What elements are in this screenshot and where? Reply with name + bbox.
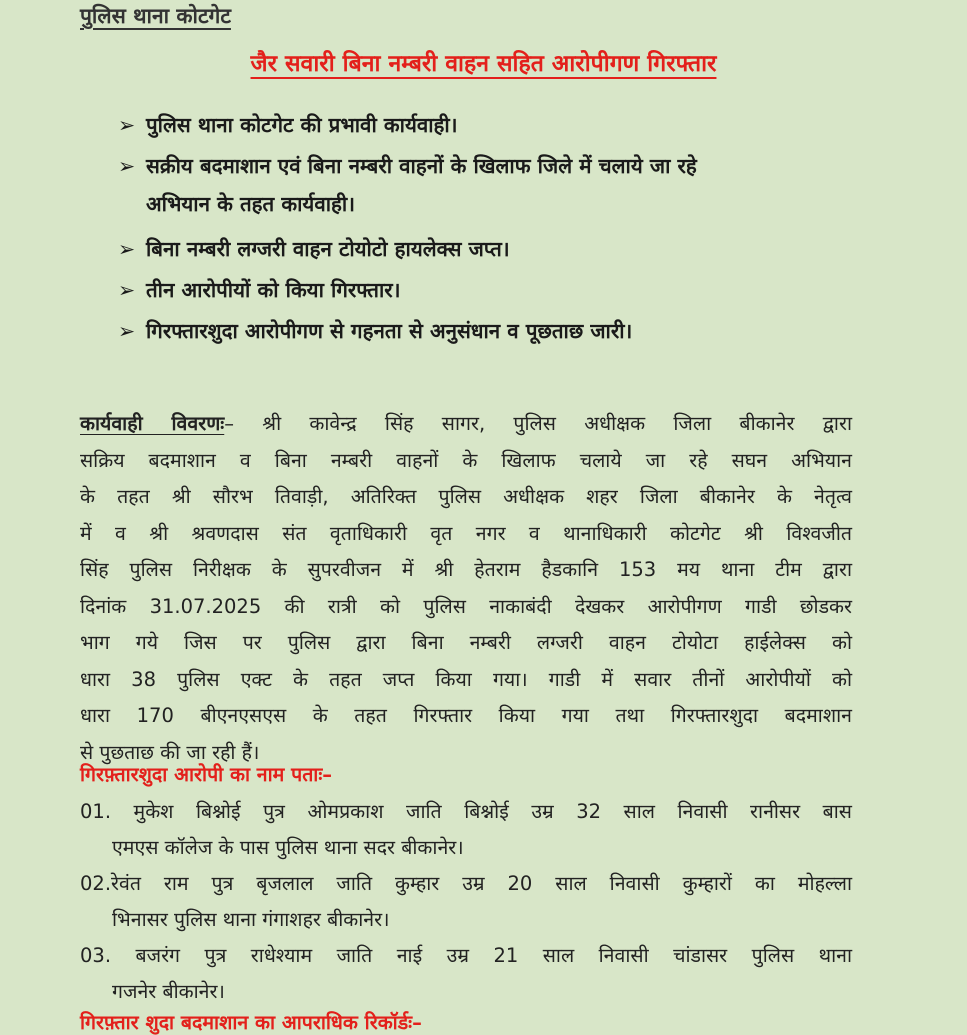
accused-line-continued: भिनासर पुलिस थाना गंगाशहर बीकानेर। bbox=[112, 908, 390, 931]
details-line: सक्रिय बदमाशान व बिना नम्बरी वाहनों के खिलाफ चलाये जा रहे सघन अभियान bbox=[80, 448, 852, 472]
arrow-bullet-icon: ➢ bbox=[118, 113, 136, 137]
highlight-item bbox=[118, 230, 918, 268]
highlight-item bbox=[118, 147, 918, 223]
arrow-bullet-icon: ➢ bbox=[118, 278, 136, 302]
details-line: कार्यवाही विवरणः– श्री कावेन्द्र सिंह सागर, पुलिस अधीक्षक जिला बीकानेर द्वारा bbox=[80, 412, 852, 435]
details-line: सिंह पुलिस निरीक्षक के सुपरवीजन में श्री हेतराम हैडकानि 153 मय थाना टीम द्वारा bbox=[80, 558, 852, 581]
arrow-bullet-icon: ➢ bbox=[118, 319, 136, 343]
highlight-text-continued: अभियान के तहत कार्यवाही। bbox=[146, 192, 355, 216]
arrow-bullet-icon: ➢ bbox=[118, 154, 136, 178]
accused-item bbox=[80, 938, 852, 1010]
highlight-text: गिरफ्तारशुदा आरोपीगण से गहनता से अनुसंधान व पूछताछ जारी। bbox=[146, 319, 633, 343]
accused-line: 01. मुकेश बिश्नोई पुत्र ओमप्रकाश जाति बिश्नोई उम्र 32 साल निवासी रानीसर बास bbox=[80, 800, 852, 823]
highlight-item bbox=[118, 106, 918, 144]
accused-item bbox=[80, 794, 852, 866]
highlight-item bbox=[118, 271, 918, 309]
details-line: में व श्री श्रवणदास संत वृताधिकारी वृत नगर व थानाधिकारी कोटगेट श्री विश्वजीत bbox=[80, 521, 852, 545]
criminal-record-heading: गिरफ़्तार शुदा बदमाशान का आपराधिक रिकॉर्डः– bbox=[80, 1011, 422, 1034]
details-line: दिनांक 31.07.2025 की रात्री को पुलिस नाकाबंदी देखकर आरोपीगण गाडी छोडकर bbox=[80, 594, 852, 618]
accused-list bbox=[80, 794, 852, 1010]
details-line: के तहत श्री सौरभ तिवाड़ी, अतिरिक्त पुलिस अधीक्षक शहर जिला बीकानेर के नेतृत्व bbox=[80, 485, 852, 508]
details-line: से पुछताछ की जा रही हैं। bbox=[80, 740, 260, 764]
headline: जैर सवारी बिना नम्बरी वाहन सहित आरोपीगण गिरफ्तार bbox=[250, 51, 717, 77]
accused-item bbox=[80, 866, 852, 938]
highlight-text: तीन आरोपीयों को किया गिरफ्तार। bbox=[146, 278, 401, 302]
highlight-text: सक्रीय बदमाशान एवं बिना नम्बरी वाहनों के खिलाफ जिले में चलाये जा रहे bbox=[146, 154, 697, 178]
accused-line-continued: गजनेर बीकानेर। bbox=[112, 980, 225, 1003]
accused-line: 03. बजरंग पुत्र राधेश्याम जाति नाई उम्र 21 साल निवासी चांडासर पुलिस थाना bbox=[80, 944, 852, 967]
accused-heading: गिरफ़्तारशुदा आरोपी का नाम पताः– bbox=[80, 763, 333, 786]
highlight-text: पुलिस थाना कोटगेट की प्रभावी कार्यवाही। bbox=[146, 113, 458, 137]
details-line: भाग गये जिस पर पुलिस द्वारा बिना नम्बरी लग्जरी वाहन टोयोटा हाईलेक्स को bbox=[80, 631, 852, 654]
details-line: धारा 38 पुलिस एक्ट के तहत जप्त किया गया। गाडी में सवार तीनों आरोपीयों को bbox=[80, 667, 852, 691]
arrow-bullet-icon: ➢ bbox=[118, 237, 136, 261]
highlights-list bbox=[118, 106, 918, 353]
station-heading: पुलिस थाना कोटगेट bbox=[80, 4, 231, 28]
accused-line: 02.रेवंत राम पुत्र बृजलाल जाति कुम्हार उम्र 20 साल निवासी कुम्हारों का मोहल्ला bbox=[80, 872, 852, 895]
accused-line-continued: एमएस कॉलेज के पास पुलिस थाना सदर बीकानेर। bbox=[112, 836, 464, 859]
details-line: धारा 170 बीएनएसएस के तहत गिरफ्तार किया गया तथा गिरफ्तारशुदा बदमाशान bbox=[80, 704, 852, 727]
details-label: कार्यवाही विवरणः bbox=[80, 412, 225, 435]
highlight-item bbox=[118, 312, 918, 350]
highlight-text: बिना नम्बरी लग्जरी वाहन टोयोटो हायलेक्स जप्त। bbox=[146, 237, 510, 261]
action-details bbox=[80, 406, 852, 771]
